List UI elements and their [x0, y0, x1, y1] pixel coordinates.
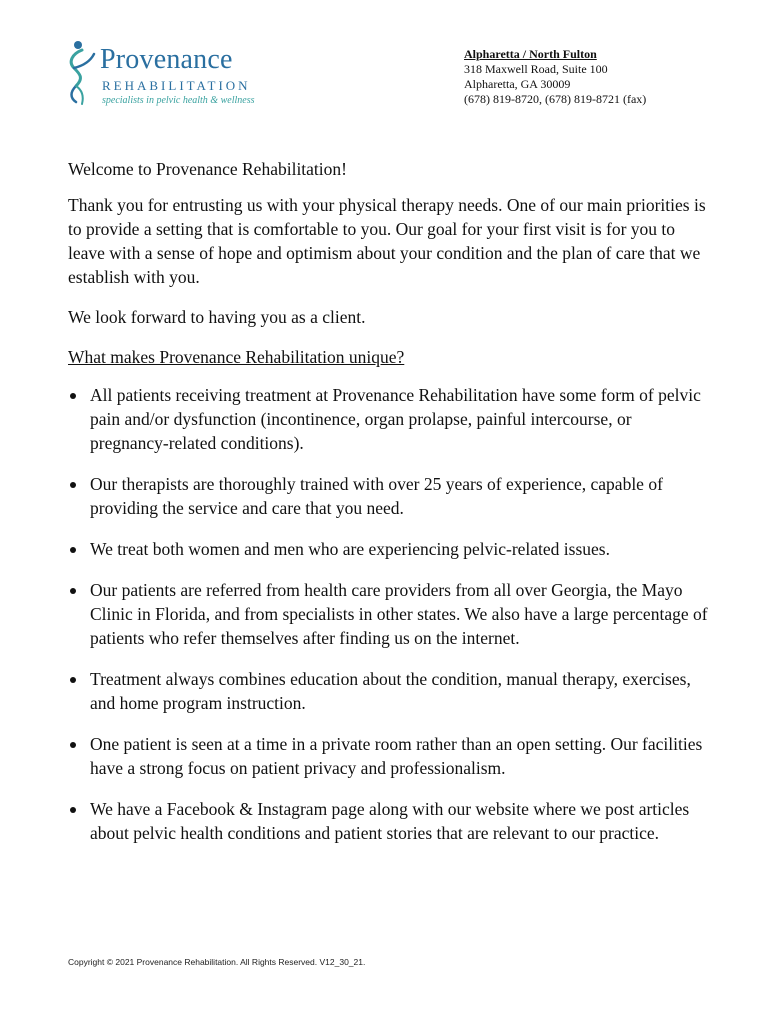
dancer-figure-icon	[64, 38, 98, 108]
office-address	[464, 47, 646, 107]
bullet-icon	[70, 547, 76, 553]
intro-paragraph: Thank you for entrusting us with your physical therapy needs. One of our main priorities is to provide a setting that is comfortable to you. Our goal for your first visit is for you to leave with a sense of hope and optimism about your condition and the plan of care that we establish with you.	[68, 195, 706, 287]
list-item: We have a Facebook & Instagram page along with our website where we post articles about pelvic health conditions and patient stories that are relevant to our practice.	[68, 797, 708, 845]
list-item: Treatment always combines education about the condition, manual therapy, exercises, and home program instruction.	[68, 667, 708, 715]
office-phone: (678) 819-8720, (678) 819-8721 (fax)	[464, 92, 647, 106]
list-item: All patients receiving treatment at Provenance Rehabilitation have some form of pelvic pain and/or dysfunction (incontinence, organ prolapse, painful intercourse, or pregnancy-related conditions).	[68, 383, 708, 455]
company-logo	[64, 38, 254, 108]
bullet-icon	[70, 677, 76, 683]
bullet-icon	[70, 807, 76, 813]
list-item: We treat both women and men who are experiencing pelvic-related issues.	[68, 537, 708, 561]
bullet-icon	[70, 742, 76, 748]
office-city: Alpharetta, GA 30009	[464, 77, 571, 91]
bullet-icon	[70, 588, 76, 594]
list-item: Our therapists are thoroughly trained with over 25 years of experience, capable of providing the service and care that you need.	[68, 472, 708, 520]
list-item: One patient is seen at a time in a private room rather than an open setting. Our facilities have a strong focus on patient privacy and professionalism.	[68, 732, 708, 780]
closing-paragraph: We look forward to having you as a client.	[68, 307, 366, 327]
unique-points-list	[68, 383, 708, 845]
logo-tagline: specialists in pelvic health & wellness	[102, 95, 255, 106]
list-item: Our patients are referred from health care providers from all over Georgia, the Mayo Clinic in Florida, and from specialists in other states. We also have a large percentage of patients who refer themselves after finding us on the internet.	[68, 578, 708, 650]
bullet-icon	[70, 482, 76, 488]
copyright-footer: Copyright © 2021 Provenance Rehabilitation. All Rights Reserved. V12_30_21.	[68, 957, 366, 967]
logo-wordmark: Provenance	[100, 44, 233, 75]
logo-subtitle: REHABILITATION	[102, 78, 251, 93]
office-street: 318 Maxwell Road, Suite 100	[464, 62, 608, 76]
bullet-icon	[70, 393, 76, 399]
section-heading: What makes Provenance Rehabilitation unique?	[68, 347, 405, 367]
office-location: Alpharetta / North Fulton	[464, 47, 597, 61]
letter-body	[68, 157, 708, 862]
greeting: Welcome to Provenance Rehabilitation!	[68, 159, 347, 179]
